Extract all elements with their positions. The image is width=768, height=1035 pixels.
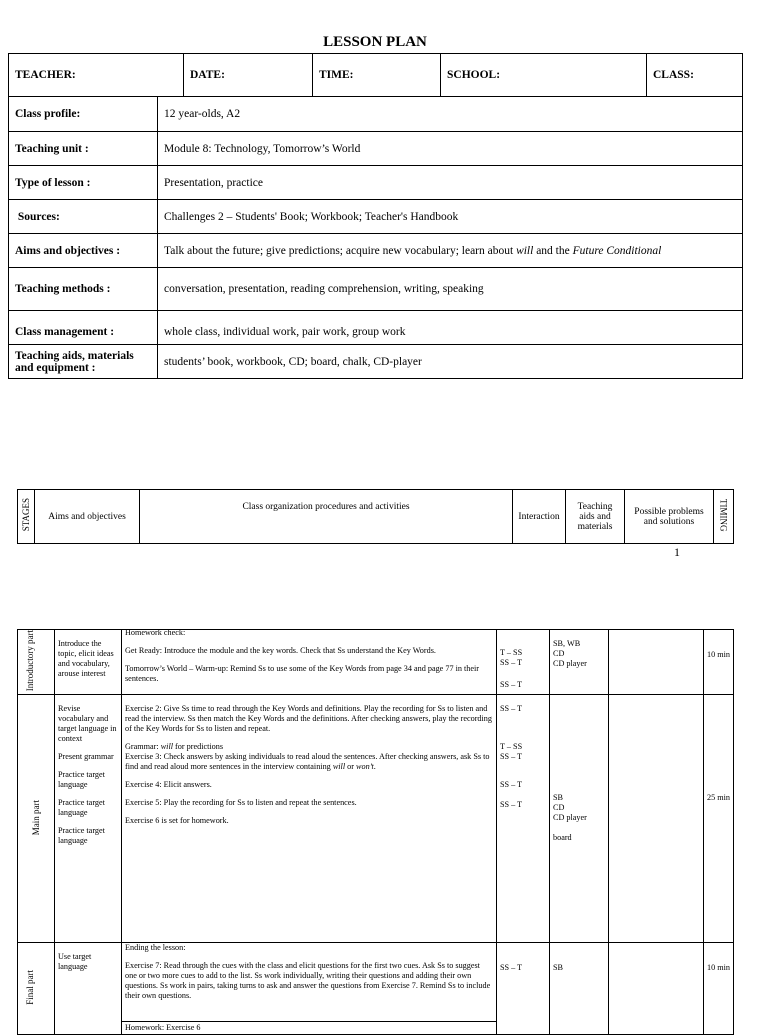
sources-label: Sources: xyxy=(9,200,158,234)
aids-label: Teaching aids, materials and equipment : xyxy=(9,345,158,379)
main-aims: Revise vocabulary and target language in context Present grammar Practice target language Practice target language Practice target language xyxy=(55,695,122,943)
intro-problems xyxy=(609,630,704,695)
teacher-field: TEACHER: xyxy=(9,54,184,97)
table-row xyxy=(18,943,734,1035)
intro-procedures: Homework check: Get Ready: Introduce the module and the key words. Check that Ss understand the Key Words. Tomorrow’s World – Warm-up: Remind Ss to use some of the Key Words from page 34 and page 77 in their sentences. xyxy=(122,630,497,695)
aims-label: Aims and objectives : xyxy=(9,234,158,268)
final-procedures: Ending the lesson: Exercise 7: Read through the cues with the class and elicit questions for the first two cues. Ask Ss to suggest one or two more cues to add to the list. Ss work individually, writing their questions and adding their own questions. Ss work in pairs, taking turns to ask and answer the questions from Exercise 7. Remind Ss to include their own questions. Homework: Exercise 6 xyxy=(122,943,497,1035)
final-problems xyxy=(609,943,704,1035)
class-field: CLASS: xyxy=(647,54,743,97)
interaction-header: Interaction xyxy=(513,490,566,544)
aids-header: Teaching aids and materials xyxy=(566,490,625,544)
date-field: DATE: xyxy=(184,54,313,97)
aids-value: students’ book, workbook, CD; board, chalk, CD-player xyxy=(158,345,743,379)
timing-header: TIMING xyxy=(714,490,734,544)
class-profile-value: 12 year-olds, A2 xyxy=(158,97,743,132)
final-interaction: SS – T xyxy=(497,943,550,1035)
lesson-type-label: Type of lesson : xyxy=(9,166,158,200)
intro-aims: Introduce the topic, elicit ideas and vocabulary, arouse interest xyxy=(55,630,122,695)
page-title: LESSON PLAN xyxy=(323,34,427,50)
lesson-type-value: Presentation, practice xyxy=(158,166,743,200)
procedures-header: Class organization procedures and activities xyxy=(140,490,513,544)
school-field: SCHOOL: xyxy=(441,54,647,97)
final-aims: Use target language xyxy=(55,943,122,1035)
final-aids: SB xyxy=(550,943,609,1035)
table-row xyxy=(18,630,734,695)
stage-final: Final part xyxy=(18,943,55,1035)
intro-interaction: T – SS SS – T SS – T xyxy=(497,630,550,695)
sources-value: Challenges 2 – Students' Book; Workbook; Teacher's Handbook xyxy=(158,200,743,234)
stages-header-table xyxy=(17,489,734,544)
methods-label: Teaching methods : xyxy=(9,268,158,311)
management-value: whole class, individual work, pair work, group work xyxy=(158,311,743,345)
main-problems xyxy=(609,695,704,943)
table-row xyxy=(18,695,734,943)
lesson-details-table xyxy=(8,96,743,379)
management-label: Class management : xyxy=(9,311,158,345)
main-aids: SB CD CD player board xyxy=(550,695,609,943)
stages-header: STAGES xyxy=(18,490,35,544)
homework-line: Homework: Exercise 6 xyxy=(122,1021,496,1033)
page-number: 1 xyxy=(674,545,680,559)
time-field: TIME: xyxy=(313,54,441,97)
aims-header: Aims and objectives xyxy=(35,490,140,544)
problems-header: Possible problems and solutions xyxy=(625,490,714,544)
aims-value: Talk about the future; give predictions; acquire new vocabulary; learn about will and the Future Conditional xyxy=(158,234,743,268)
intro-aids: SB, WB CD CD player xyxy=(550,630,609,695)
stages-detail-table xyxy=(17,629,734,1035)
methods-value: conversation, presentation, reading comprehension, writing, speaking xyxy=(158,268,743,311)
stage-intro: Introductory part xyxy=(18,630,55,695)
lesson-info-table xyxy=(8,53,743,97)
main-interaction: SS – T T – SS SS – T SS – T SS – T xyxy=(497,695,550,943)
main-procedures: Exercise 2: Give Ss time to read through the Key Words and definitions. Play the recording for Ss to listen and read the interview. Ss then match the Key Words and the definitions. After checking answers, play the recording of the Key Words for Ss to listen and repeat. Grammar: will for predictions Exercise 3: Check answers by asking individuals to read aloud the sentences. After checking answers, ask Ss to find and read aloud more sentences in the interview containing will or won’t. Exercise 4: Elicit answers. Exercise 5: Play the recording for Ss to listen and repeat the sentences. Exercise 6 is set for homework. xyxy=(122,695,497,943)
class-profile-label: Class profile: xyxy=(9,97,158,132)
teaching-unit-value: Module 8: Technology, Tomorrow’s World xyxy=(158,132,743,166)
main-timing: 25 min xyxy=(704,695,734,943)
teaching-unit-label: Teaching unit : xyxy=(9,132,158,166)
stage-main: Main part xyxy=(18,695,55,943)
intro-timing: 10 min xyxy=(704,630,734,695)
final-timing: 10 min xyxy=(704,943,734,1035)
